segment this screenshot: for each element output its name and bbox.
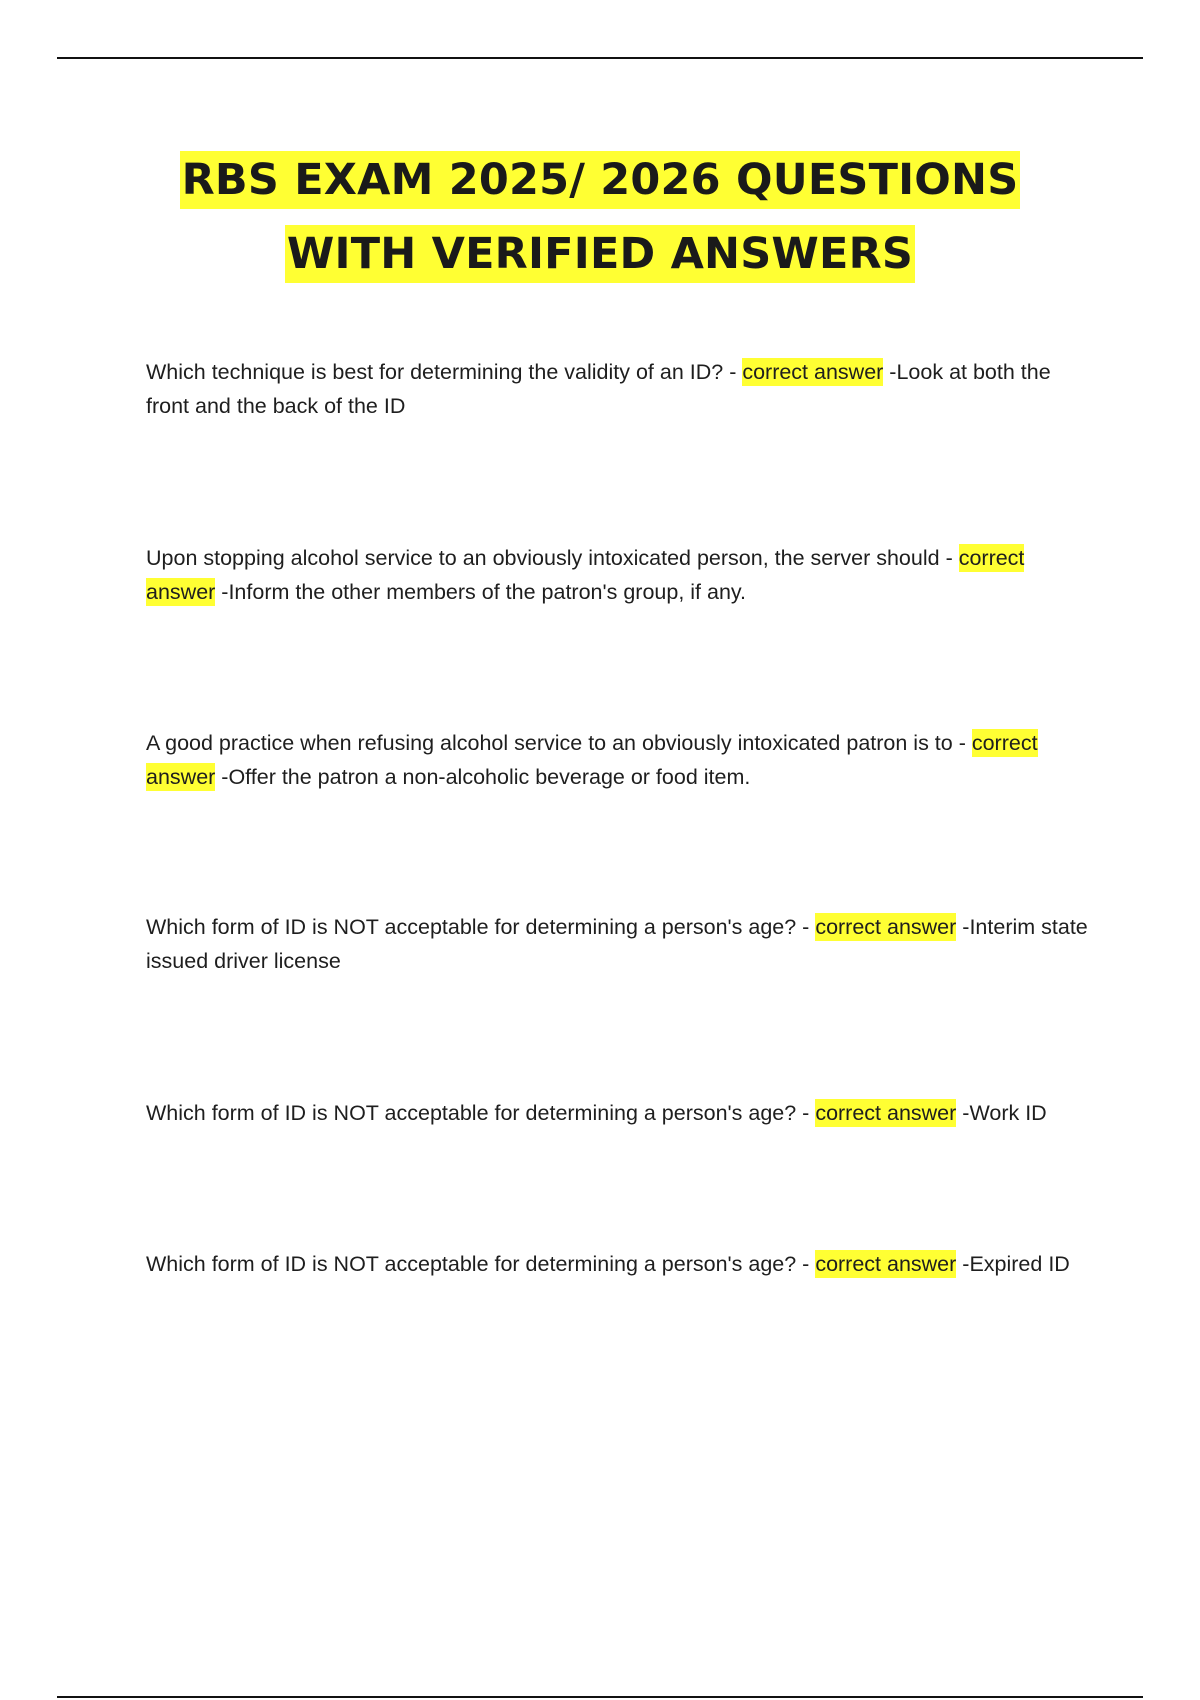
question-separator: - [796, 1101, 816, 1125]
qa-item [146, 910, 1096, 978]
correct-answer-label: correct answer [815, 915, 957, 939]
answer-prefix: - [883, 360, 897, 384]
answer-text: Offer the patron a non-alcoholic beverage or food item. [228, 765, 751, 789]
answer-prefix: - [215, 765, 229, 789]
answer-text: Work ID [969, 1101, 1047, 1125]
answer-prefix: - [956, 915, 970, 939]
qa-item [146, 726, 1096, 794]
footer-rule [57, 1696, 1143, 1698]
correct-answer-label: correct answer [146, 546, 1025, 604]
question-text: Which form of ID is NOT acceptable for determining a person's age? [146, 1252, 797, 1276]
document-title [100, 143, 1100, 291]
question-text: Which technique is best for determining the validity of an ID? [146, 360, 724, 384]
qa-item [146, 1247, 1096, 1281]
qa-item [146, 355, 1096, 423]
answer-text: Look at both the front and the back of the ID [146, 360, 1051, 418]
question-separator: - [939, 546, 959, 570]
answer-prefix: - [956, 1252, 970, 1276]
question-text: Which form of ID is NOT acceptable for determining a person's age? [146, 915, 797, 939]
answer-text: Inform the other members of the patron's group, if any. [228, 580, 747, 604]
correct-answer-label: correct answer [146, 731, 1038, 789]
header-rule [57, 57, 1143, 59]
question-separator: - [796, 1252, 816, 1276]
qa-item [146, 1096, 1096, 1130]
answer-prefix: - [956, 1101, 970, 1125]
correct-answer-label: correct answer [815, 1252, 957, 1276]
answer-text: Interim state issued driver license [146, 915, 1088, 973]
title-line-2: WITH VERIFIED ANSWERS [285, 225, 915, 283]
question-text: Which form of ID is NOT acceptable for determining a person's age? [146, 1101, 797, 1125]
question-text: Upon stopping alcohol service to an obviously intoxicated person, the server should [146, 546, 940, 570]
correct-answer-label: correct answer [742, 360, 884, 384]
question-separator: - [723, 360, 743, 384]
qa-item [146, 541, 1096, 609]
answer-prefix: - [215, 580, 229, 604]
title-line-1: RBS EXAM 2025/ 2026 QUESTIONS [180, 151, 1021, 209]
question-separator: - [796, 915, 816, 939]
question-text: A good practice when refusing alcohol service to an obviously intoxicated patron is to [146, 731, 953, 755]
answer-text: Expired ID [969, 1252, 1070, 1276]
question-separator: - [952, 731, 972, 755]
correct-answer-label: correct answer [815, 1101, 957, 1125]
